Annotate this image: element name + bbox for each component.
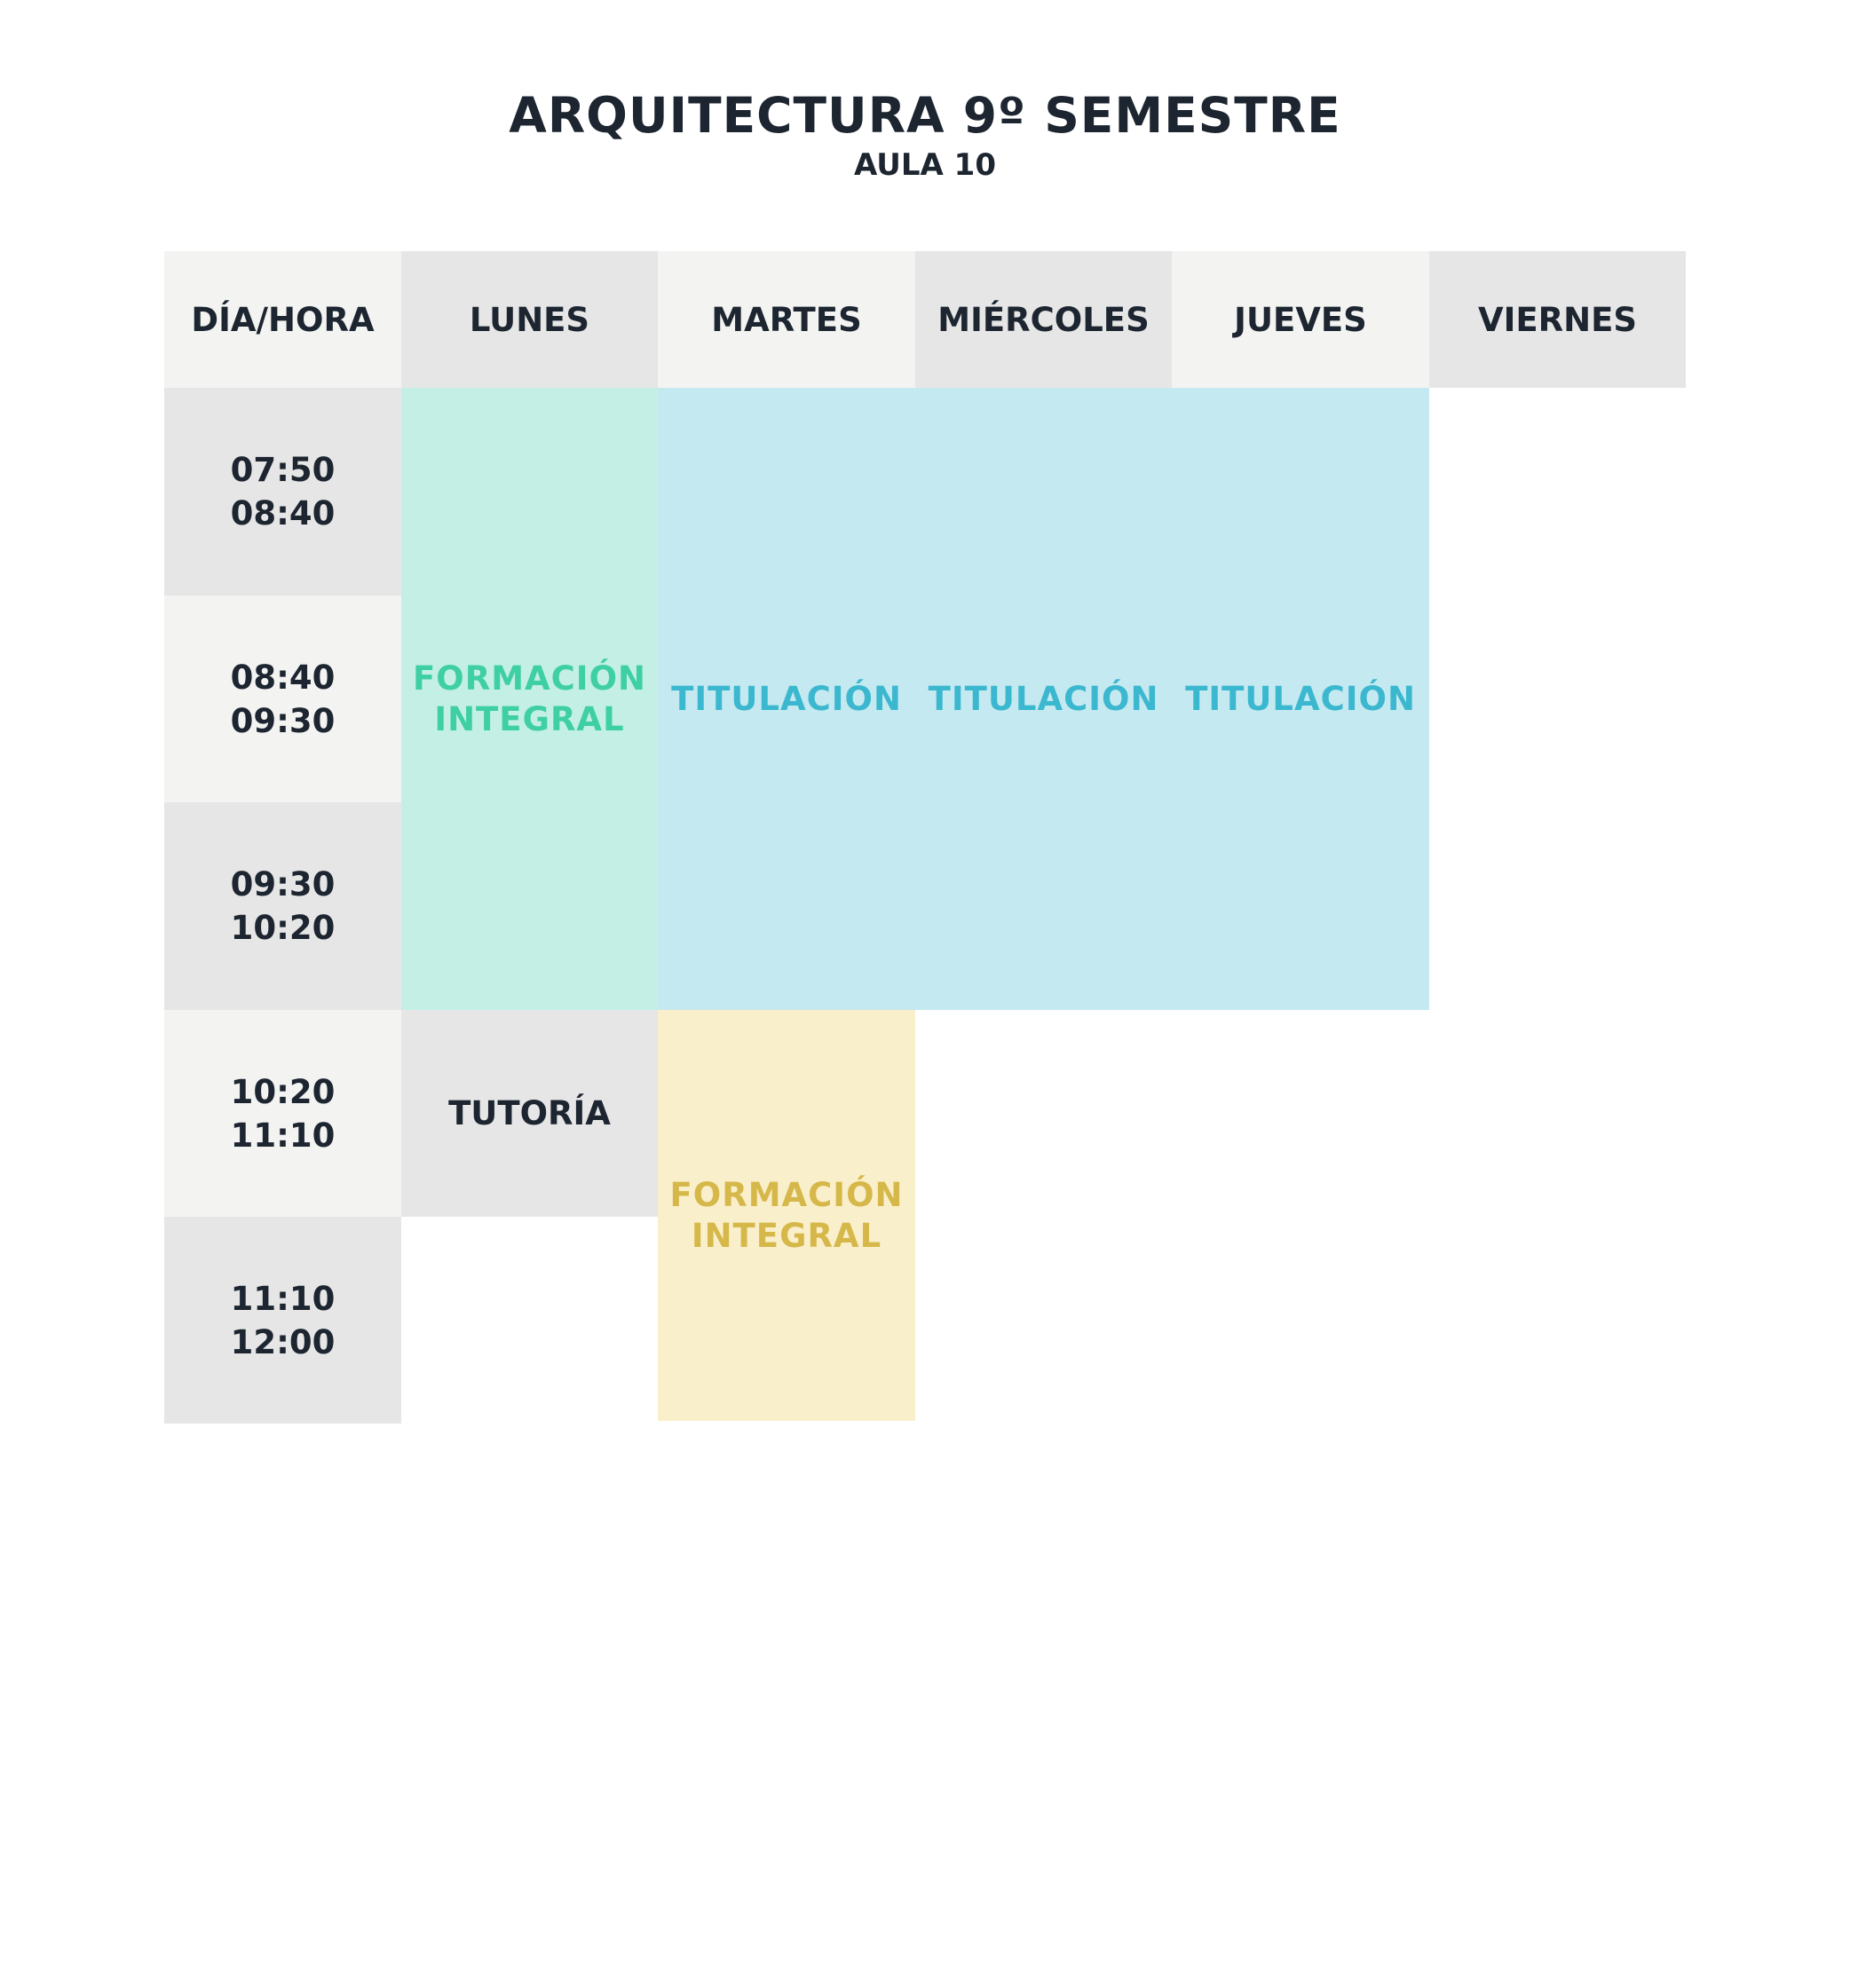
class-miercoles-titulacion: TITULACIÓN (915, 388, 1172, 1010)
time-slot-4 (164, 1010, 401, 1217)
time-start: 09:30 (230, 865, 336, 903)
class-label-line2: INTEGRAL (434, 699, 625, 738)
header-viernes: VIERNES (1429, 251, 1686, 388)
header-martes: MARTES (658, 251, 915, 388)
class-label-line1: FORMACIÓN (412, 659, 646, 698)
header-dia-hora: DÍA/HORA (164, 251, 401, 388)
class-label-line2: INTEGRAL (691, 1216, 882, 1255)
page-subtitle: AULA 10 (853, 147, 996, 183)
page-title: ARQUITECTURA 9º SEMESTRE (509, 87, 1341, 144)
time-start: 08:40 (230, 658, 336, 697)
time-slot-5 (164, 1217, 401, 1424)
class-martes-titulacion: TITULACIÓN (658, 388, 915, 1010)
time-end: 08:40 (230, 494, 336, 532)
time-end: 10:20 (230, 909, 336, 947)
header-lunes: LUNES (401, 251, 658, 388)
time-slot-2 (164, 596, 401, 802)
time-start: 10:20 (230, 1072, 336, 1111)
header-miercoles: MIÉRCOLES (915, 251, 1172, 388)
time-slot-1 (164, 388, 401, 596)
time-end: 09:30 (230, 701, 336, 740)
header-jueves: JUEVES (1172, 251, 1429, 388)
class-jueves-titulacion: TITULACIÓN (1172, 388, 1429, 1010)
class-lunes-tutoria: TUTORÍA (401, 1010, 658, 1217)
time-end: 11:10 (230, 1116, 336, 1155)
time-end: 12:00 (230, 1322, 336, 1361)
schedule-header (0, 84, 1850, 184)
class-martes-formacion-integral (658, 1010, 915, 1421)
time-start: 11:10 (230, 1279, 336, 1318)
class-label-line1: FORMACIÓN (669, 1175, 904, 1214)
time-slot-3 (164, 802, 401, 1010)
time-start: 07:50 (230, 451, 336, 489)
class-lunes-formacion-integral (401, 388, 658, 1010)
